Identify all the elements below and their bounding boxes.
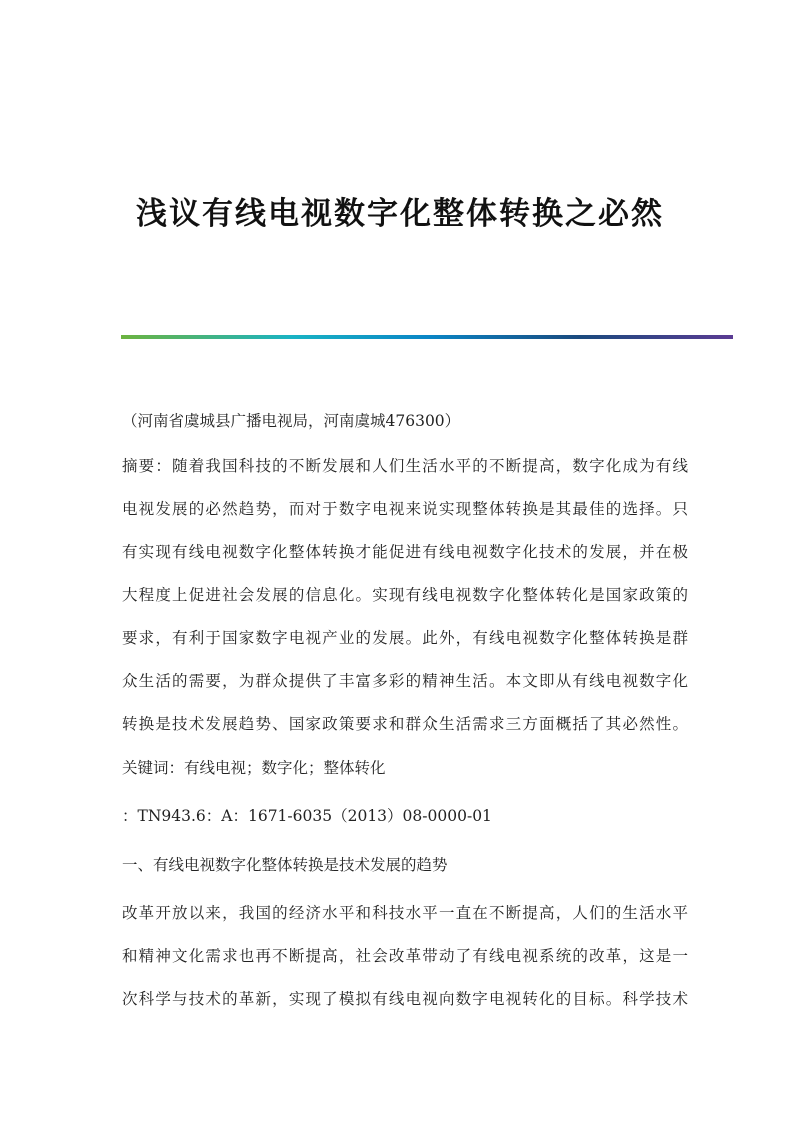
abstract-line: 有实现有线电视数字化整体转换才能促进有线电视数字化技术的发展，并在极 (122, 543, 688, 561)
body-line: 次科学与技术的革新，实现了模拟有线电视向数字电视转化的目标。科学技术 (122, 990, 688, 1008)
section-heading: 一、有线电视数字化整体转换是技术发展的趋势 (122, 856, 448, 874)
keywords: 关键词：有线电视；数字化；整体转化 (122, 759, 386, 777)
body-line: 和精神文化需求也再不断提高，社会改革带动了有线电视系统的改革，这是一 (122, 947, 688, 965)
abstract-line: 摘要：随着我国科技的不断发展和人们生活水平的不断提高，数字化成为有线 (122, 457, 688, 475)
abstract-line: 转换是技术发展趋势、国家政策要求和群众生活需求三方面概括了其必然性。 (122, 715, 688, 733)
body-line: 改革开放以来，我国的经济水平和科技水平一直在不断提高，人们的生活水平 (122, 904, 688, 922)
author-affiliation: （河南省虞城县广播电视局，河南虞城476300） (122, 412, 461, 430)
abstract-line: 大程度上促进社会发展的信息化。实现有线电视数字化整体转化是国家政策的 (122, 586, 688, 604)
title-divider (121, 335, 733, 339)
document-title: 浅议有线电视数字化整体转换之必然 (136, 196, 664, 232)
classification-code: ：TN943.6：A：1671-6035（2013）08-0000-01 (122, 807, 492, 825)
abstract-line: 要求，有利于国家数字电视产业的发展。此外，有线电视数字化整体转换是群 (122, 629, 688, 647)
abstract-line: 电视发展的必然趋势，而对于数字电视来说实现整体转换是其最佳的选择。只 (122, 500, 688, 518)
abstract-line: 众生活的需要，为群众提供了丰富多彩的精神生活。本文即从有线电视数字化 (122, 672, 688, 690)
